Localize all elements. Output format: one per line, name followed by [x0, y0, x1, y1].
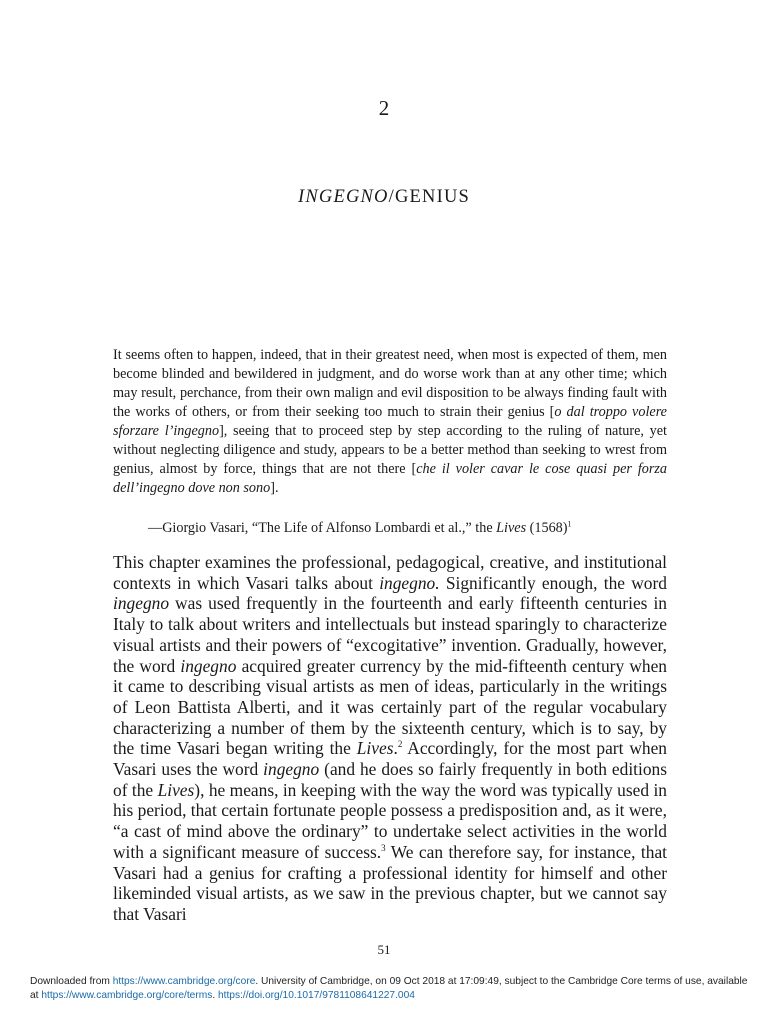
footer-text: . University of Cambridge, on 09 Oct 2018 at 17:09:49, subject to the Cambridge Core terms of use, available at: [30, 976, 748, 1001]
epigraph-segment: It seems often to happen, indeed, that in their greatest need, when most is expected of them, men become blinded and bewildered in judgment, and do worse work than at any other time; which may result, perchance, from their own malign and evil disposition to be always finding fault with the works of others, or from their seeking too much to strain their genius [: [113, 347, 667, 420]
text-run: acquired greater currency by the mid-fifteenth century when it came to describing visual artists as men of ideas, particularly in the writings of Leon Battista Alberti, and it was certainly part of the regular vocabulary characterizing a number of them by the sixteenth century, which is to say, by the time Vasari began writing the: [113, 655, 667, 759]
footnote-marker: 3: [381, 843, 386, 854]
text-run: Significantly enough, the word: [439, 572, 667, 593]
footnote-marker: 1: [567, 519, 572, 529]
attribution-text: —Giorgio Vasari, “The Life of Alfonso Lombardi et al.,” the: [148, 520, 497, 536]
italic-term: ingegno.: [379, 572, 440, 593]
epigraph-attribution: [148, 519, 668, 538]
attribution-work-title: Lives: [496, 520, 527, 536]
text-run: We can therefore say, for instance, that Vasari had a genius for crafting a professional identity for himself and other likeminded visual artists, as we saw in the previous chapter, but we cannot say that Vasari: [113, 841, 667, 924]
body-paragraph: [113, 552, 667, 925]
epigraph-segment: ].: [270, 480, 279, 496]
download-footer: [30, 975, 750, 1002]
italic-term: Lives: [356, 738, 394, 759]
paragraph: [113, 552, 667, 925]
italic-term: ingegno: [180, 655, 237, 676]
attribution-text: (1568): [526, 520, 568, 536]
chapter-title-rest: /GENIUS: [388, 187, 470, 207]
text-run: ), he means, in keeping with the way the word was typically used in his period, that certain fortunate people possess a predisposition and, as it were, “a cast of mind above the ordinary” to undertake select activities in the world with a significant measure of success.: [113, 779, 667, 862]
epigraph-italian-quote: o dal troppo volere sforzare l’ingegno: [113, 404, 667, 439]
italic-term: ingegno: [263, 759, 320, 780]
text-run: (and he does so fairly frequently in both editions of the: [113, 759, 667, 800]
cambridge-core-link[interactable]: https://www.cambridge.org/core: [112, 976, 256, 987]
text-run: This chapter examines the professional, pedagogical, creative, and institutional contexts in which Vasari talks about: [113, 552, 667, 593]
footer-text: Downloaded from: [30, 976, 113, 987]
terms-link[interactable]: https://www.cambridge.org/core/terms: [41, 989, 213, 1001]
chapter-number: 2: [378, 96, 390, 120]
text-run: Accordingly, for the most part when Vasari uses the word: [113, 738, 668, 780]
italic-term: Lives: [157, 779, 195, 800]
page-number: 51: [377, 942, 391, 957]
text-run: was used frequently in the fourteenth and early fifteenth centuries in Italy to talk about writers and intellectuals but instead sparingly to characterize visual artists and their powers of “excogitative” invention. Gradually, however, the word: [113, 593, 667, 676]
doi-link[interactable]: https://doi.org/10.1017/9781108641227.004: [217, 989, 415, 1001]
footnote-marker: 2: [397, 739, 403, 750]
chapter-title: [0, 187, 768, 208]
epigraph: [113, 346, 667, 498]
footer-text: .: [212, 989, 218, 1001]
epigraph-italian-quote: che il voler cavar le cose quasi per forza dell’ingegno dove non sono: [113, 461, 667, 496]
text-run: .: [393, 738, 398, 759]
epigraph-text: [113, 346, 667, 498]
italic-term: ingegno: [113, 593, 170, 614]
chapter-title-italic: INGEGNO: [298, 187, 389, 207]
epigraph-segment: ], seeing that to proceed step by step according to the ruling of nature, yet without neglecting diligence and study, appears to be a better method than seeking to wrest from genius, almost by force, things that are not there [: [113, 423, 667, 477]
